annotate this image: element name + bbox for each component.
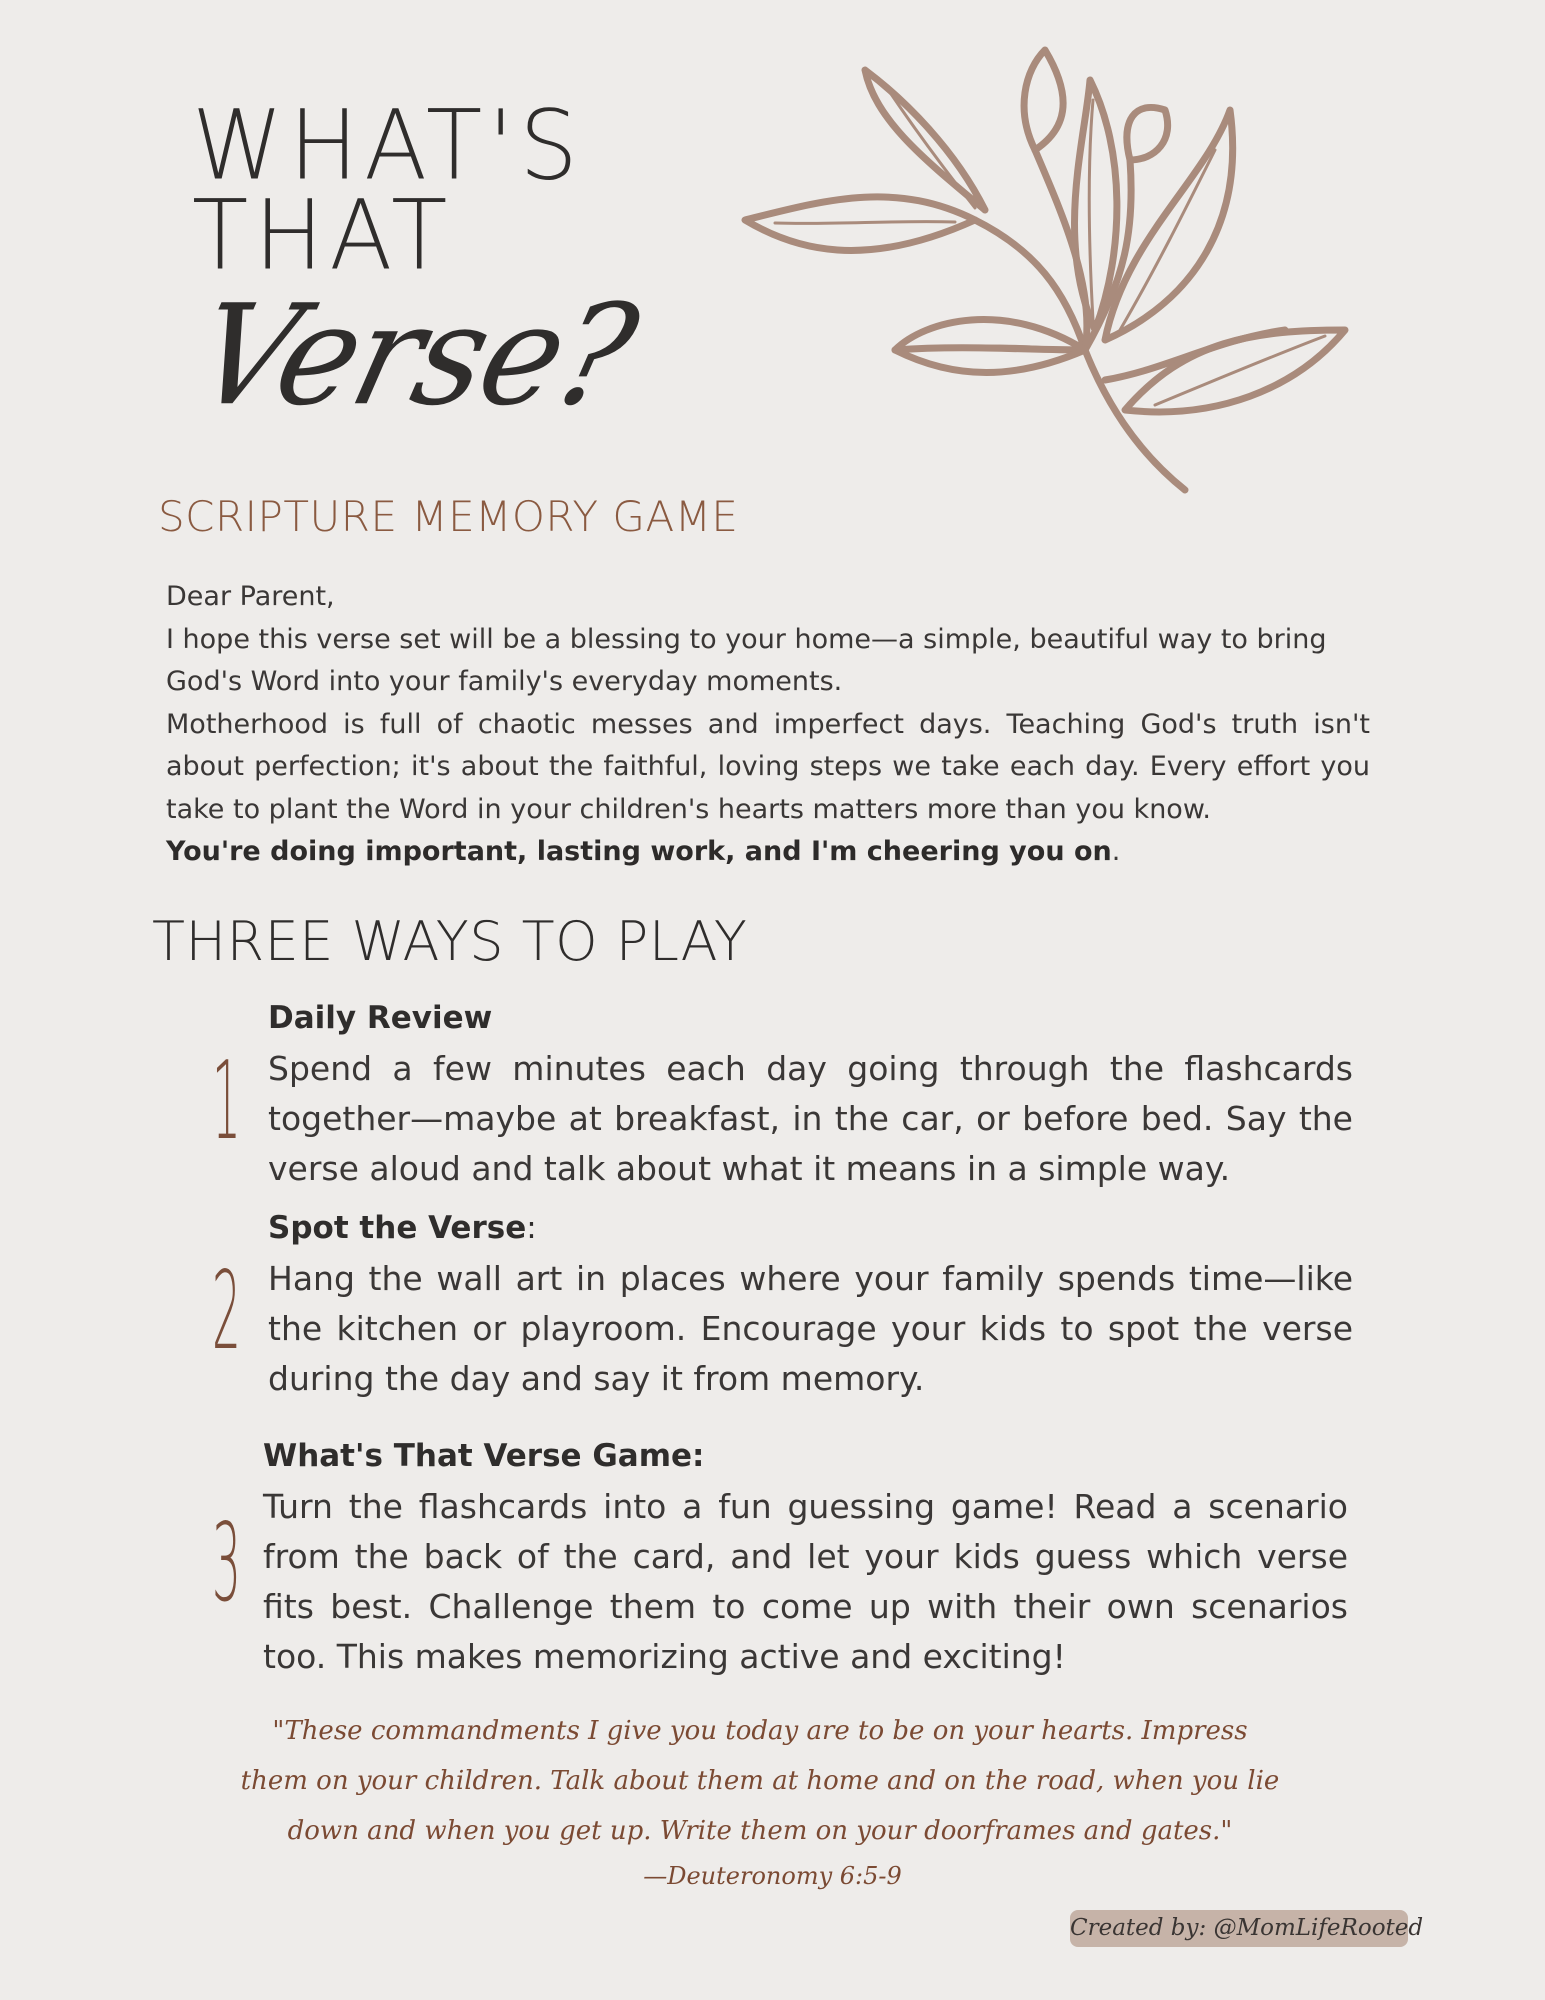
way-number: 3 xyxy=(212,1501,241,1626)
way-title xyxy=(268,1208,1353,1248)
scripture-quote: "These commandments I give you today are to be on your hearts. Impress them on your children. Talk about them at home and on the road, when you lie down and when you get up. Write them on your doorframes and gates." xyxy=(240,1716,1280,1846)
way-title-text: Spot the Verse xyxy=(268,1210,527,1246)
way-title-text: Daily Review xyxy=(268,1000,493,1036)
way-title xyxy=(263,1436,1348,1476)
letter-closing-period: . xyxy=(1111,836,1121,867)
way-item xyxy=(268,1208,1353,1404)
way-title xyxy=(268,998,1353,1038)
leaf-illustration xyxy=(735,40,1355,510)
subtitle: SCRIPTURE MEMORY GAME xyxy=(158,492,739,541)
way-title-text: What's That Verse Game: xyxy=(263,1438,705,1474)
way-item xyxy=(263,1436,1348,1682)
letter-greeting: Dear Parent, xyxy=(166,581,335,612)
way-number: 1 xyxy=(212,1039,241,1164)
way-item xyxy=(268,998,1353,1194)
scripture-reference: —Deuteronomy 6:5-9 xyxy=(643,1862,902,1890)
title-script-verse: Verse? xyxy=(179,275,650,437)
creator-credit-badge: Created by: @MomLifeRooted xyxy=(1070,1910,1408,1947)
way-number: 2 xyxy=(212,1249,241,1374)
parent-letter xyxy=(166,576,1370,874)
leaf-shape xyxy=(1127,107,1168,160)
way-description: Turn the flashcards into a fun guessing game! Read a scenario from the back of the card, and let your kids guess which verse fits best. Challenge them to come up with their own scenarios too. This makes memorizing active and exciting! xyxy=(263,1487,1348,1676)
way-title-suffix: : xyxy=(526,1210,537,1246)
way-description: Hang the wall art in places where your family spends time—like the kitchen or playroom. Encourage your kids to spot the verse during the day and say it from memory. xyxy=(268,1259,1353,1398)
letter-paragraph: Motherhood is full of chaotic messes and imperfect days. Teaching God's truth isn't about perfection; it's about the faithful, loving steps we take each day. Every effort you take to plant the Word in your children's hearts matters more than you know. xyxy=(166,708,1370,825)
way-description: Spend a few minutes each day going through the flashcards together—maybe at breakfast, in the car, or before bed. Say the verse aloud and talk about what it means in a simple way. xyxy=(268,1049,1353,1188)
title-line-that: THAT xyxy=(192,179,454,292)
leaf-shape xyxy=(1024,50,1063,150)
ways-heading: THREE WAYS TO PLAY xyxy=(152,910,748,973)
letter-paragraph: I hope this verse set will be a blessing to your home—a simple, beautiful way to bring God's Word into your family's everyday moments. xyxy=(166,623,1327,697)
letter-closing-bold: You're doing important, lasting work, and I'm cheering you on xyxy=(166,836,1112,867)
title-line-whats: WHAT'S xyxy=(192,89,584,202)
letter-closing xyxy=(166,831,1370,874)
